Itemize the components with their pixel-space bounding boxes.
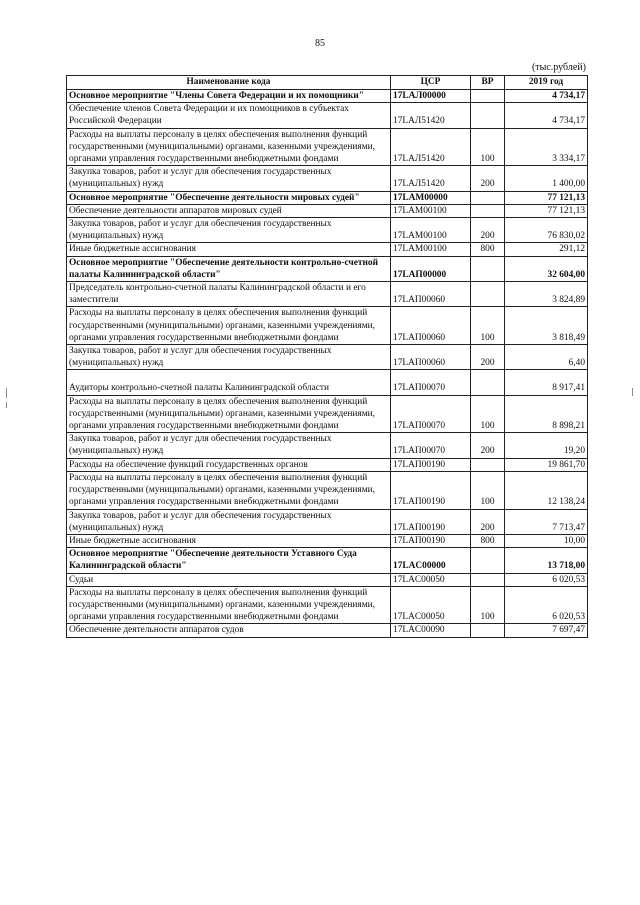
cell-vr bbox=[471, 90, 505, 103]
cell-vr: 100 bbox=[471, 471, 505, 509]
cell-sum: 10,00 bbox=[505, 534, 588, 547]
table-row-main bbox=[67, 191, 588, 204]
cell-csr: 17LAП00190 bbox=[391, 534, 471, 547]
cell-name: Закупка товаров, работ и услуг для обеспечения государственных (муниципальных) нужд bbox=[67, 433, 391, 458]
cell-sum: 13 718,00 bbox=[505, 548, 588, 573]
cell-name: Закупка товаров, работ и услуг для обеспечения государственных (муниципальных) нужд bbox=[67, 509, 391, 534]
table-row bbox=[67, 243, 588, 256]
table-row bbox=[67, 471, 588, 509]
cell-csr: 17LAЛ51420 bbox=[391, 103, 471, 128]
table-header-row bbox=[67, 76, 588, 90]
cell-name: Обеспечение членов Совета Федерации и их помощников в субъектах Российской Федерации bbox=[67, 103, 391, 128]
cell-name: Аудиторы контрольно-счетной палаты Калининградской области bbox=[67, 370, 391, 395]
cell-name: Основное мероприятие "Обеспечение деятельности контрольно-счетной палаты Калининградской области" bbox=[67, 256, 391, 281]
cell-csr: 17LAЛ00000 bbox=[391, 90, 471, 103]
units-label: (тыс.рублей) bbox=[531, 62, 586, 73]
table-row bbox=[67, 345, 588, 370]
table-row bbox=[67, 166, 588, 191]
cell-csr: 17LAП00000 bbox=[391, 256, 471, 281]
margin-mark bbox=[6, 402, 7, 408]
cell-csr: 17LAC00050 bbox=[391, 573, 471, 586]
table-row bbox=[67, 395, 588, 433]
table-row bbox=[67, 509, 588, 534]
cell-csr: 17LAC00050 bbox=[391, 586, 471, 624]
cell-vr: 200 bbox=[471, 218, 505, 243]
table-row bbox=[67, 128, 588, 166]
table-row-main bbox=[67, 548, 588, 573]
table-row-main bbox=[67, 90, 588, 103]
margin-mark bbox=[632, 388, 633, 396]
cell-name: Основное мероприятие "Обеспечение деятельности мировых судей" bbox=[67, 191, 391, 204]
cell-sum: 6 020,53 bbox=[505, 573, 588, 586]
cell-name: Расходы на обеспечение функций государственных органов bbox=[67, 458, 391, 471]
cell-csr: 17LAП00190 bbox=[391, 458, 471, 471]
cell-vr: 800 bbox=[471, 243, 505, 256]
cell-sum: 4 734,17 bbox=[505, 103, 588, 128]
cell-sum: 77 121,13 bbox=[505, 204, 588, 217]
table-row bbox=[67, 282, 588, 307]
table-row-main bbox=[67, 256, 588, 281]
cell-csr: 17LAC00090 bbox=[391, 624, 471, 637]
cell-name: Судьи bbox=[67, 573, 391, 586]
cell-sum: 19,20 bbox=[505, 433, 588, 458]
cell-name: Обеспечение деятельности аппаратов судов bbox=[67, 624, 391, 637]
cell-name: Закупка товаров, работ и услуг для обеспечения государственных (муниципальных) нужд bbox=[67, 166, 391, 191]
cell-csr: 17LAЛ51420 bbox=[391, 166, 471, 191]
cell-vr bbox=[471, 458, 505, 471]
cell-vr: 200 bbox=[471, 433, 505, 458]
cell-csr: 17LAЛ51420 bbox=[391, 128, 471, 166]
cell-vr: 100 bbox=[471, 395, 505, 433]
table-row bbox=[67, 103, 588, 128]
cell-vr: 800 bbox=[471, 534, 505, 547]
cell-sum: 3 818,49 bbox=[505, 307, 588, 345]
cell-vr: 200 bbox=[471, 509, 505, 534]
cell-csr: 17LAM00100 bbox=[391, 204, 471, 217]
table-row bbox=[67, 307, 588, 345]
table-row bbox=[67, 573, 588, 586]
cell-csr: 17LAП00070 bbox=[391, 395, 471, 433]
page-number: 85 bbox=[315, 38, 325, 49]
cell-sum: 6,40 bbox=[505, 345, 588, 370]
cell-name: Расходы на выплаты персоналу в целях обеспечения выполнения функций государственными (муниципальными) органами, казенными учреждениями, органами управления государственными внебюджетными фондами bbox=[67, 586, 391, 624]
cell-csr: 17LAП00070 bbox=[391, 433, 471, 458]
cell-vr bbox=[471, 624, 505, 637]
cell-vr bbox=[471, 191, 505, 204]
table-row bbox=[67, 624, 588, 637]
cell-vr bbox=[471, 256, 505, 281]
cell-sum: 77 121,13 bbox=[505, 191, 588, 204]
cell-csr: 17LAM00000 bbox=[391, 191, 471, 204]
table-row bbox=[67, 204, 588, 217]
table-row bbox=[67, 433, 588, 458]
cell-csr: 17LAП00190 bbox=[391, 471, 471, 509]
cell-vr: 100 bbox=[471, 307, 505, 345]
header-csr: ЦСР bbox=[391, 76, 471, 90]
cell-vr bbox=[471, 282, 505, 307]
cell-name: Расходы на выплаты персоналу в целях обеспечения выполнения функций государственными (муниципальными) органами, казенными учреждениями, органами управления государственными внебюджетными фондами bbox=[67, 307, 391, 345]
table-row bbox=[67, 458, 588, 471]
cell-sum: 76 830,02 bbox=[505, 218, 588, 243]
table-row bbox=[67, 218, 588, 243]
header-sum: 2019 год bbox=[505, 76, 588, 90]
table-row bbox=[67, 370, 588, 395]
cell-sum: 291,12 bbox=[505, 243, 588, 256]
budget-table bbox=[66, 75, 588, 638]
cell-name: Председатель контрольно-счетной палаты Калининградской области и его заместители bbox=[67, 282, 391, 307]
cell-sum: 7 713,47 bbox=[505, 509, 588, 534]
cell-name: Обеспечение деятельности аппаратов мировых судей bbox=[67, 204, 391, 217]
cell-sum: 1 400,00 bbox=[505, 166, 588, 191]
cell-csr: 17LAM00100 bbox=[391, 243, 471, 256]
cell-csr: 17LAП00060 bbox=[391, 282, 471, 307]
cell-vr bbox=[471, 204, 505, 217]
cell-name: Основное мероприятие "Члены Совета Федерации и их помощники" bbox=[67, 90, 391, 103]
cell-csr: 17LAC00000 bbox=[391, 548, 471, 573]
cell-name: Расходы на выплаты персоналу в целях обеспечения выполнения функций государственными (муниципальными) органами, казенными учреждениями, органами управления государственными внебюджетными фондами bbox=[67, 395, 391, 433]
header-vr: ВР bbox=[471, 76, 505, 90]
cell-sum: 32 604,00 bbox=[505, 256, 588, 281]
cell-name: Закупка товаров, работ и услуг для обеспечения государственных (муниципальных) нужд bbox=[67, 218, 391, 243]
table-body bbox=[67, 90, 588, 638]
cell-csr: 17LAП00190 bbox=[391, 509, 471, 534]
cell-sum: 4 734,17 bbox=[505, 90, 588, 103]
cell-sum: 8 898,21 bbox=[505, 395, 588, 433]
cell-sum: 3 334,17 bbox=[505, 128, 588, 166]
cell-vr: 100 bbox=[471, 128, 505, 166]
cell-name: Основное мероприятие "Обеспечение деятельности Уставного Суда Калининградской области" bbox=[67, 548, 391, 573]
cell-vr bbox=[471, 370, 505, 395]
cell-name: Закупка товаров, работ и услуг для обеспечения государственных (муниципальных) нужд bbox=[67, 345, 391, 370]
cell-csr: 17LAП00060 bbox=[391, 345, 471, 370]
table-row bbox=[67, 586, 588, 624]
table-row bbox=[67, 534, 588, 547]
cell-name: Иные бюджетные ассигнования bbox=[67, 534, 391, 547]
cell-vr: 200 bbox=[471, 345, 505, 370]
margin-mark bbox=[6, 388, 7, 398]
cell-sum: 6 020,53 bbox=[505, 586, 588, 624]
cell-name: Расходы на выплаты персоналу в целях обеспечения выполнения функций государственными (муниципальными) органами, казенными учреждениями, органами управления государственными внебюджетными фондами bbox=[67, 471, 391, 509]
cell-sum: 3 824,89 bbox=[505, 282, 588, 307]
cell-csr: 17LAП00070 bbox=[391, 370, 471, 395]
cell-csr: 17LAM00100 bbox=[391, 218, 471, 243]
cell-vr: 200 bbox=[471, 166, 505, 191]
header-name: Наименование кода bbox=[67, 76, 391, 90]
cell-vr bbox=[471, 573, 505, 586]
cell-sum: 19 861,70 bbox=[505, 458, 588, 471]
cell-sum: 12 138,24 bbox=[505, 471, 588, 509]
cell-vr bbox=[471, 548, 505, 573]
cell-vr: 100 bbox=[471, 586, 505, 624]
cell-name: Расходы на выплаты персоналу в целях обеспечения выполнения функций государственными (муниципальными) органами, казенными учреждениями, органами управления государственными внебюджетными фондами bbox=[67, 128, 391, 166]
cell-name: Иные бюджетные ассигнования bbox=[67, 243, 391, 256]
cell-vr bbox=[471, 103, 505, 128]
cell-csr: 17LAП00060 bbox=[391, 307, 471, 345]
cell-sum: 8 917,41 bbox=[505, 370, 588, 395]
cell-sum: 7 697,47 bbox=[505, 624, 588, 637]
